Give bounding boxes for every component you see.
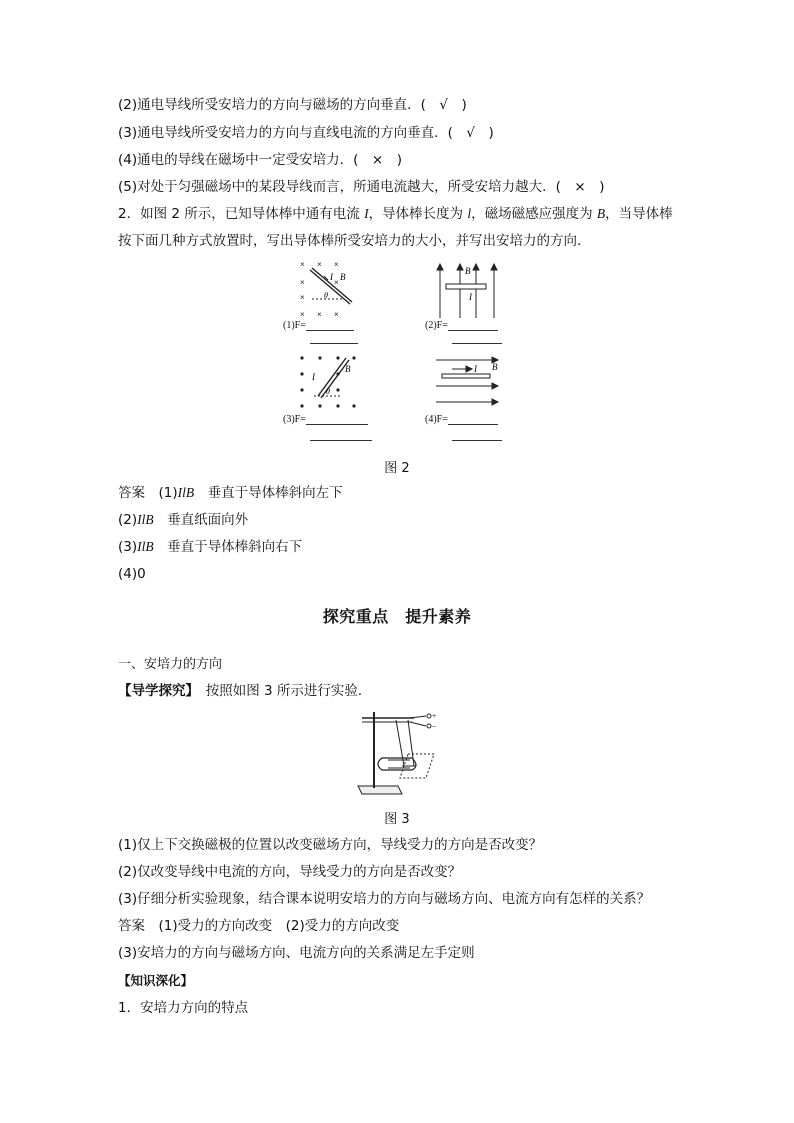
subsection-title: 一、安培力的方向 (118, 657, 223, 672)
fig2-p2-formula: (2)F= (425, 320, 448, 331)
question-2-line-2: 按下面几种方式放置时，写出导体棒所受安培力的大小，并写出安培力的方向． (118, 233, 591, 249)
answer-num: (1) (158, 485, 178, 501)
answer1-line-3 (118, 538, 302, 556)
plus-terminal-icon: + (432, 713, 437, 720)
figure2-label-4 (425, 414, 498, 425)
figure2-panel-4 (432, 356, 502, 408)
fig2-p1-theta: θ (324, 291, 328, 300)
fig2-p1-B: B (340, 272, 346, 282)
answer-num: (2) (118, 512, 138, 528)
svg-text:×: × (317, 260, 322, 269)
fig2-p1-formula: (1)F= (283, 320, 306, 331)
fig2-p2-I: I (469, 292, 472, 302)
knowledge-label: 【知识深化】 (118, 973, 194, 988)
answer-formula: 0 (137, 566, 146, 582)
fig2-p3-I: I (312, 372, 315, 382)
q2-text-b: ，导体棒长度为 (368, 206, 468, 222)
svg-text:×: × (334, 260, 339, 269)
q2-text-c: ，磁场磁感应强度为 (471, 206, 597, 222)
answer-blank (306, 320, 354, 331)
svg-text:×: × (300, 260, 305, 269)
figure2-caption: 图 2 (384, 461, 410, 476)
fig2-p2-B: B (465, 266, 471, 276)
guide-text: 按照如图 3 所示进行实验． (205, 683, 372, 699)
q2-symbol-I: I (364, 206, 369, 221)
figure2-panel-3 (296, 352, 358, 414)
minus-terminal-icon: − (432, 724, 437, 731)
fig2-p3-formula: (3)F= (283, 414, 306, 425)
svg-text:×: × (300, 278, 305, 287)
answer-formula: IlB (177, 485, 195, 500)
q2-symbol-B: B (596, 206, 606, 221)
answer-blank (306, 414, 368, 425)
fig2-p4-B: B (492, 362, 498, 372)
figure2-label-3 (283, 414, 368, 425)
answer2-line-2: (3)安培力的方向与磁场方向、电流方向的关系满足左手定则 (118, 945, 475, 961)
answer-formula: IlB (137, 539, 154, 554)
figure3-caption: 图 3 (384, 812, 410, 827)
answer-blank-2b (452, 343, 502, 344)
answer1-line-1 (118, 484, 343, 502)
answer2-line-1 (118, 917, 399, 935)
answer-formula: IlB (137, 512, 154, 527)
answer-blank (448, 414, 498, 425)
svg-text:×: × (300, 293, 305, 302)
guide-line (118, 682, 371, 700)
question-2-line-1 (118, 205, 673, 223)
answer1-line-4 (118, 565, 146, 583)
question-1: (1)仅上下交换磁极的位置以改变磁场方向，导线受力的方向是否改变？ (118, 837, 543, 853)
answer-num: (3) (118, 539, 138, 555)
svg-text:×: × (300, 310, 305, 319)
figure2-panel-2 (432, 262, 502, 320)
judgement-item-4: (4)通电的导线在磁场中一定受安培力．( × ) (118, 152, 402, 168)
answer-blank-4b (452, 440, 502, 441)
judgement-item-5: (5)对处于匀强磁场中的某段导线而言，所通电流越大，所受安培力越大．( × ) (118, 179, 605, 195)
svg-text:×: × (334, 278, 339, 287)
fig2-p4-formula: (4)F= (425, 414, 448, 425)
question-2: (2)仅改变导线中电流的方向，导线受力的方向是否改变？ (118, 864, 462, 880)
answer-label: 答案 (118, 918, 145, 934)
fig2-p1-I: I (330, 272, 333, 282)
answer-num: (4) (118, 566, 138, 582)
answer-blank (448, 320, 498, 331)
question-3: (3)仔细分析实验现象，结合课本说明安培力的方向与磁场方向、电流方向有怎样的关系？ (118, 891, 651, 907)
answer-desc: 垂直于导体棒斜向左下 (207, 485, 343, 501)
point-1-title: 1．安培力方向的特点 (118, 1000, 249, 1016)
answer-blank-1b (310, 343, 358, 344)
figure3-apparatus (352, 708, 444, 800)
fig2-p3-theta: θ (326, 387, 330, 396)
answer-label: 答案 (118, 485, 145, 501)
answer2-text-1: (1)受力的方向改变 (2)受力的方向改变 (158, 918, 400, 934)
fig2-p3-B: B (345, 364, 351, 374)
answer-blank-3b (310, 440, 372, 441)
fig2-p4-I: I (474, 364, 477, 374)
answer-desc: 垂直于导体棒斜向右下 (167, 539, 303, 555)
svg-text:×: × (317, 310, 322, 319)
q2-symbol-l: l (467, 206, 472, 221)
answer-desc: 垂直纸面向外 (167, 512, 249, 528)
judgement-item-2: (2)通电导线所受安培力的方向与磁场的方向垂直．( √ ) (118, 97, 467, 113)
judgement-item-3: (3)通电导线所受安培力的方向与直线电流的方向垂直．( √ ) (118, 125, 494, 141)
guide-label: 【导学探究】 (118, 683, 199, 699)
figure2-label-2 (425, 320, 498, 331)
svg-text:×: × (334, 310, 339, 319)
q2-text-a: 2．如图 2 所示，已知导体棒中通有电流 (118, 206, 365, 222)
figure2-label-1 (283, 320, 354, 331)
section-title: 探究重点 提升素养 (322, 607, 472, 626)
figure2-panel-1 (300, 258, 360, 320)
answer1-line-2 (118, 511, 248, 529)
q2-text-d: ，当导体棒 (605, 206, 673, 222)
